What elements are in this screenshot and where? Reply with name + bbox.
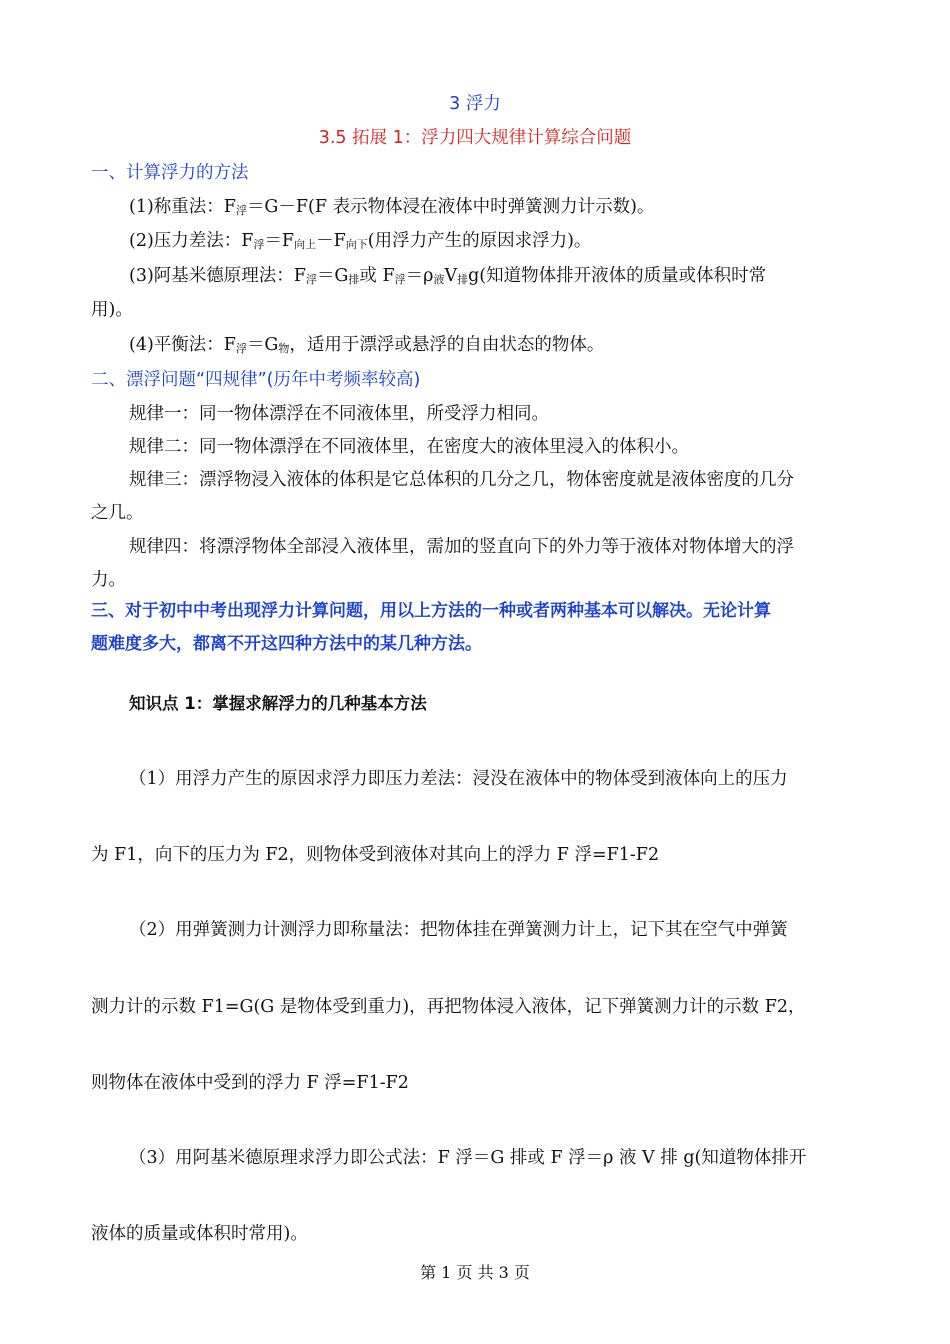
page-footer: 第 1 页 共 3 页	[420, 1263, 530, 1282]
knowledge-heading: 知识点 1：掌握求解浮力的几种基本方法	[129, 694, 427, 713]
knowledge-2-line1: （2）用弹簧测力计测浮力即称量法：把物体挂在弹簧测力计上，记下其在空气中弹簧	[129, 920, 788, 940]
section2-heading: 二、漂浮问题“四规律”(历年中考频率较高)	[91, 370, 421, 390]
rule-2: 规律二：同一物体漂浮在不同液体里，在密度大的液体里浸入的体积小。	[129, 437, 689, 457]
method-2: (2)压力差法：$F_浮=F_{向上}-F_{向下}$(用浮力产生的原因求浮力)。	[129, 231, 592, 251]
page-subtitle: 3.5 拓展 1：浮力四大规律计算综合问题	[318, 128, 632, 148]
page-title: 3 浮力	[449, 94, 501, 114]
rule-4-cont: 力。	[91, 570, 126, 590]
rule-4: 规律四：将漂浮物体全部浸入液体里，需加的竖直向下的外力等于液体对物体增大的浮	[129, 537, 794, 557]
method-3: (3)阿基米德原理法：$F_浮=G_排$或 $F_浮=\rho_液V_排g$(知道物体排开液体的质量或体积时常	[129, 266, 767, 286]
method-1: (1)称重法：$F_浮=G-F(F$ 表示物体浸在液体中时弹簧测力计示数)。	[129, 197, 655, 217]
method-3-cont: 用)。	[91, 300, 133, 320]
section3-line1: 三、对于初中中考出现浮力计算问题，用以上方法的一种或者两种基本可以解决。无论计算	[91, 601, 771, 621]
section3-line2: 题难度多大，都离不开这四种方法中的某几种方法。	[91, 634, 482, 654]
rule-3-cont: 之几。	[91, 503, 144, 523]
knowledge-3-line2: 液体的质量或体积时常用)。	[91, 1224, 308, 1244]
rule-1: 规律一：同一物体漂浮在不同液体里，所受浮力相同。	[129, 404, 549, 424]
section1-heading: 一、计算浮力的方法	[91, 163, 249, 183]
knowledge-2-line2: 测力计的示数 F1=G(G 是物体受到重力)，再把物体浸入液体，记下弹簧测力计的示数 F2，	[91, 997, 806, 1017]
knowledge-1-line1: （1）用浮力产生的原因求浮力即压力差法：浸没在液体中的物体受到液体向上的压力	[129, 769, 788, 789]
knowledge-1-line2: 为 F1，向下的压力为 F2，则物体受到液体对其向上的浮力 F 浮=F1-F2	[91, 845, 660, 865]
knowledge-2-line3: 则物体在液体中受到的浮力 F 浮=F1-F2	[91, 1073, 409, 1093]
method-4: (4)平衡法：$F_浮=G_物$，适用于漂浮或悬浮的自由状态的物体。	[129, 335, 605, 355]
rule-3: 规律三：漂浮物浸入液体的体积是它总体积的几分之几，物体密度就是液体密度的几分	[129, 470, 794, 490]
knowledge-3-line1: （3）用阿基米德原理求浮力即公式法：F 浮＝G 排或 F 浮＝ρ 液 V 排 g(知道物体排开	[129, 1148, 807, 1168]
